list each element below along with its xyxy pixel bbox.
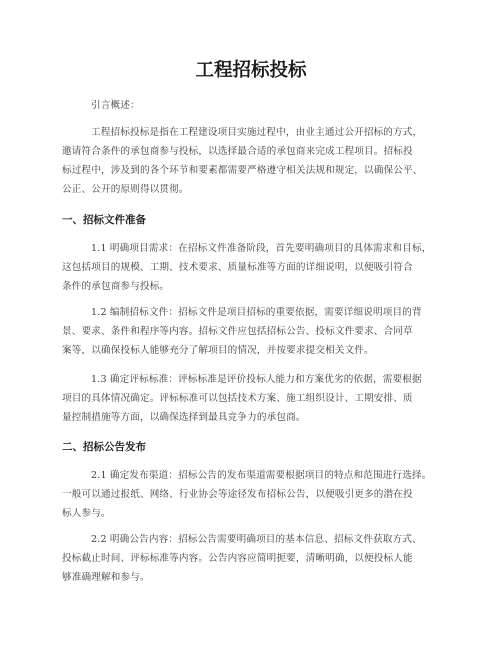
section-heading: 一、招标文件准备 (62, 214, 146, 226)
paragraph-line: 1.2 编制招标文件：招标文件是项目招标的重要依据，需要详细说明项目的背 (91, 307, 422, 318)
intro-line: 公正、公开的原则得以贯彻。 (62, 184, 189, 195)
paragraph-line: 2.2 明确公告内容：招标公告需要明确项目的基本信息、招标文件获取方式、 (91, 534, 422, 545)
intro-label: 引言概述： (91, 100, 140, 111)
paragraph-line: 2.1 确定发布渠道：招标公告的发布渠道需要根据项目的特点和范围进行选择。 (91, 470, 432, 481)
paragraph-line: 够准确理解和参与。 (62, 572, 150, 583)
paragraph-line: 量控制措施等方面，以确保选择到最具竞争力的承包商。 (62, 412, 306, 423)
document-title: 工程招标投标 (195, 60, 307, 81)
intro-line: 工程招标投标是指在工程建设项目实施过程中，由业主通过公开招标的方式， (91, 127, 423, 138)
paragraph-line: 投标截止时间、评标标准等内容。公告内容应简明扼要，清晰明确，以便投标人能 (62, 553, 413, 564)
paragraph-line: 案等，以确保投标人能够充分了解项目的情况，并按要求提交相关文件。 (62, 345, 374, 356)
paragraph-line: 标人参与。 (62, 508, 111, 519)
paragraph-line: 一般可以通过报纸、网络、行业协会等途径发布招标公告，以便吸引更多的潜在投 (62, 489, 413, 500)
paragraph-line: 项目的具体情况确定。评标标准可以包括技术方案、施工组织设计、工期安排、质 (62, 393, 413, 404)
section-heading: 二、招标公告发布 (62, 441, 146, 453)
paragraph-line: 1.3 确定评标标准：评标标准是评价投标人能力和方案优劣的依据，需要根据 (91, 374, 422, 385)
intro-line: 邀请符合条件的承包商参与投标，以选择最合适的承包商来完成工程项目。招标投 (62, 146, 413, 157)
intro-line: 标过程中，涉及到的各个环节和要素都需要严格遵守相关法规和规定，以确保公平、 (62, 165, 423, 176)
paragraph-line: 条件的承包商参与投标。 (62, 281, 170, 292)
paragraph-line: 1.1 明确项目需求：在招标文件准备阶段，首先要明确项目的具体需求和目标， (91, 243, 432, 254)
paragraph-line: 景、要求、条件和程序等内容。招标文件应包括招标公告、投标文件要求、合同草 (62, 326, 413, 337)
paragraph-line: 这包括项目的规模、工期、技术要求、质量标准等方面的详细说明，以便吸引符合 (62, 262, 413, 273)
